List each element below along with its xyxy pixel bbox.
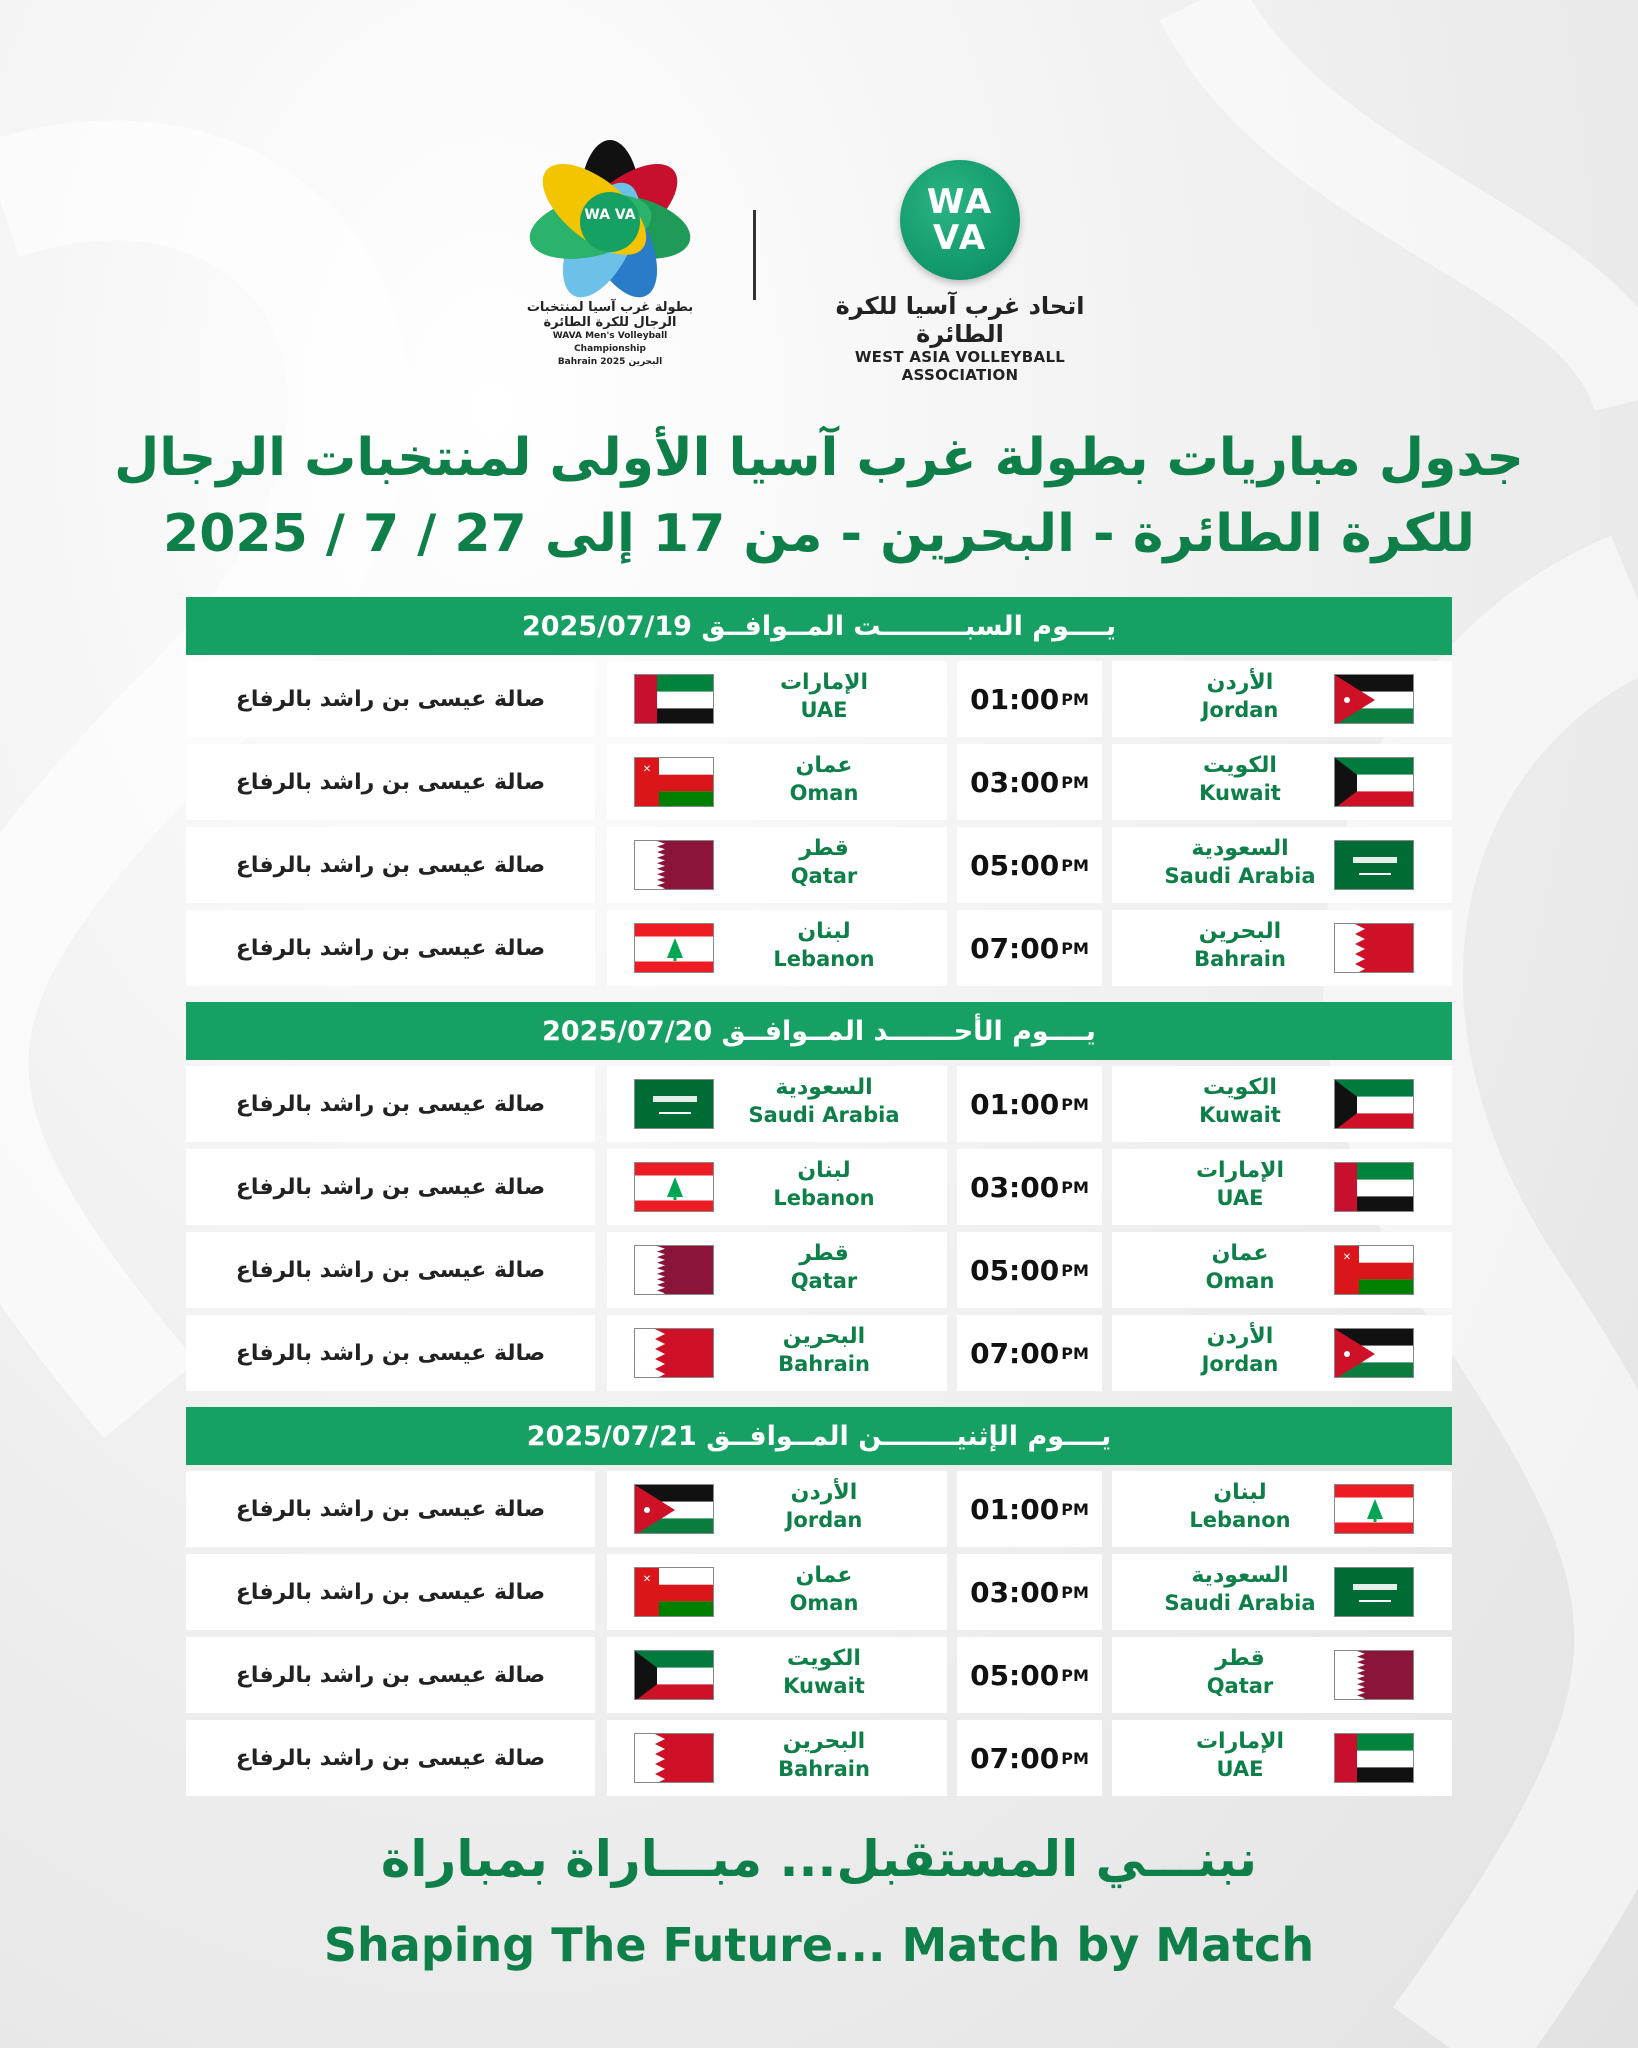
match-time: 01:00 <box>970 1492 1060 1526</box>
team2-name-ar: لبنان <box>797 919 851 944</box>
venue-cell <box>186 661 595 737</box>
svg-text:✕: ✕ <box>642 1574 652 1585</box>
time-cell <box>957 1066 1102 1142</box>
team2-name-en: Saudi Arabia <box>748 1103 900 1127</box>
day-header-label: يــــوم الأحـــــــد المــوافــق 2025/07/20 <box>542 1015 1096 1047</box>
match-ampm: PM <box>1061 1748 1089 1768</box>
time-cell <box>957 1720 1102 1796</box>
match-row <box>186 827 1452 903</box>
team2-name-ar: عمان <box>795 1563 853 1588</box>
team1-cell <box>1112 1637 1452 1713</box>
match-row <box>186 1554 1452 1630</box>
team1-name-en: UAE <box>1216 1186 1264 1210</box>
team2-cell <box>607 744 947 820</box>
team2-cell <box>607 1315 947 1391</box>
venue-label: صالة عيسى بن راشد بالرفاع <box>235 1662 546 1688</box>
association-en-name: WEST ASIA VOLLEYBALL ASSOCIATION <box>854 348 1066 384</box>
team2-name-en: Lebanon <box>773 947 875 971</box>
match-row <box>186 1315 1452 1391</box>
championship-en-name: WAVA Men's Volleyball Championship <box>552 331 668 354</box>
footer-slogan-en: Shaping The Future... Match by Match <box>323 1918 1315 1972</box>
time-cell <box>957 1554 1102 1630</box>
svg-text:✕: ✕ <box>642 764 652 775</box>
team2-name-en: Oman <box>789 1591 859 1615</box>
team2-name-ar: عمان <box>795 753 853 778</box>
team1-name-ar: الأردن <box>1206 1324 1274 1349</box>
venue-label: صالة عيسى بن راشد بالرفاع <box>235 1579 546 1605</box>
team1-name-ar: الإمارات <box>1195 1158 1285 1183</box>
team1-name-en: Oman <box>1205 1269 1275 1293</box>
venue-cell <box>186 910 595 986</box>
match-ampm: PM <box>1061 1582 1089 1602</box>
match-time: 05:00 <box>970 1658 1060 1692</box>
time-cell <box>957 910 1102 986</box>
match-row <box>186 1066 1452 1142</box>
team2-cell <box>607 1066 947 1142</box>
match-time: 07:00 <box>970 1741 1060 1775</box>
team2-name-ar: الأردن <box>790 1480 858 1505</box>
team1-cell <box>1112 661 1452 737</box>
team2-name-en: Bahrain <box>778 1352 870 1376</box>
day-header-label: يــــوم الإثنيــــــــن المــوافــق 2025/07/21 <box>526 1420 1112 1452</box>
team1-name-en: UAE <box>1216 1757 1264 1781</box>
venue-label: صالة عيسى بن راشد بالرفاع <box>235 1091 546 1117</box>
venue-label: صالة عيسى بن راشد بالرفاع <box>235 1257 546 1283</box>
match-time: 01:00 <box>970 1087 1060 1121</box>
team2-cell <box>607 1471 947 1547</box>
kuwait-flag-icon <box>634 1650 714 1700</box>
match-time: 05:00 <box>970 848 1060 882</box>
team2-name-en: Oman <box>789 781 859 805</box>
championship-ar-line2: الرجال للكرة الطائرة <box>543 315 677 330</box>
match-row <box>186 1720 1452 1796</box>
bahrain-flag-icon <box>634 1733 714 1783</box>
venue-label: صالة عيسى بن راشد بالرفاع <box>235 1496 546 1522</box>
time-cell <box>957 1149 1102 1225</box>
qatar-flag-icon <box>634 1245 714 1295</box>
match-row <box>186 744 1452 820</box>
team1-name-ar: الأردن <box>1206 670 1274 695</box>
uae-flag-icon <box>1334 1733 1414 1783</box>
time-cell <box>957 827 1102 903</box>
match-ampm: PM <box>1061 689 1089 709</box>
championship-flower-icon <box>525 140 695 300</box>
header-logos <box>0 140 1638 384</box>
match-time: 05:00 <box>970 1253 1060 1287</box>
match-row <box>186 1149 1452 1225</box>
logo-divider <box>753 210 756 300</box>
team1-name-ar: لبنان <box>1213 1480 1267 1505</box>
jordan-flag-icon <box>634 1484 714 1534</box>
match-ampm: PM <box>1061 855 1089 875</box>
venue-cell <box>186 1554 595 1630</box>
team2-cell <box>607 827 947 903</box>
time-cell <box>957 661 1102 737</box>
match-time: 07:00 <box>970 931 1060 965</box>
uae-flag-icon <box>634 674 714 724</box>
time-cell <box>957 1637 1102 1713</box>
team2-name-en: Bahrain <box>778 1757 870 1781</box>
page-title <box>0 420 1638 572</box>
wava-badge-icon: WA VA <box>900 160 1020 280</box>
team1-name-en: Kuwait <box>1199 781 1281 805</box>
saudi-flag-icon <box>1334 840 1414 890</box>
venue-label: صالة عيسى بن راشد بالرفاع <box>235 686 546 712</box>
team1-name-ar: عمان <box>1211 1241 1269 1266</box>
venue-label: صالة عيسى بن راشد بالرفاع <box>235 1340 546 1366</box>
bahrain-flag-icon <box>634 1328 714 1378</box>
svg-text:✕: ✕ <box>1342 1252 1352 1263</box>
team1-name-en: Lebanon <box>1189 1508 1291 1532</box>
match-ampm: PM <box>1061 772 1089 792</box>
team2-name-en: Lebanon <box>773 1186 875 1210</box>
team2-name-en: Jordan <box>785 1508 863 1532</box>
time-cell <box>957 1232 1102 1308</box>
team1-name-ar: الكويت <box>1203 753 1277 778</box>
association-ar-name: اتحاد غرب آسيا للكرة الطائرة <box>835 292 1085 348</box>
footer-slogan-ar: نبنـــي المستقبل... مبـــاراة بمباراة <box>380 1830 1258 1888</box>
match-row <box>186 910 1452 986</box>
venue-cell <box>186 1720 595 1796</box>
title-line1: جدول مباريات بطولة غرب آسيا الأولى لمنتخبات الرجال <box>114 428 1524 488</box>
team1-name-ar: قطر <box>1215 1646 1265 1671</box>
venue-cell <box>186 1471 595 1547</box>
venue-label: صالة عيسى بن راشد بالرفاع <box>235 1745 546 1771</box>
team1-cell <box>1112 910 1452 986</box>
venue-label: صالة عيسى بن راشد بالرفاع <box>235 935 546 961</box>
lebanon-flag-icon <box>634 923 714 973</box>
team1-name-en: Kuwait <box>1199 1103 1281 1127</box>
association-logo <box>810 160 1110 384</box>
team1-cell <box>1112 1554 1452 1630</box>
oman-flag-icon <box>1334 1245 1414 1295</box>
team2-cell <box>607 1637 947 1713</box>
team2-name-en: Kuwait <box>783 1674 865 1698</box>
team2-cell <box>607 1149 947 1225</box>
team1-name-ar: السعودية <box>1191 1563 1289 1588</box>
match-ampm: PM <box>1061 1177 1089 1197</box>
kuwait-flag-icon <box>1334 1079 1414 1129</box>
venue-cell <box>186 1637 595 1713</box>
venue-cell <box>186 1149 595 1225</box>
lebanon-flag-icon <box>1334 1484 1414 1534</box>
match-time: 03:00 <box>970 1575 1060 1609</box>
team2-name-ar: لبنان <box>797 1158 851 1183</box>
svg-text:WA VA: WA VA <box>584 207 636 223</box>
match-ampm: PM <box>1061 1665 1089 1685</box>
qatar-flag-icon <box>1334 1650 1414 1700</box>
venue-cell <box>186 1066 595 1142</box>
team2-name-ar: البحرين <box>782 1324 866 1349</box>
team2-name-ar: قطر <box>799 836 849 861</box>
time-cell <box>957 1315 1102 1391</box>
day-header <box>186 1002 1452 1060</box>
match-row <box>186 661 1452 737</box>
match-ampm: PM <box>1061 1260 1089 1280</box>
team1-name-ar: السعودية <box>1191 836 1289 861</box>
team1-name-en: Bahrain <box>1194 947 1286 971</box>
bahrain-flag-icon <box>1334 923 1414 973</box>
team1-cell <box>1112 1066 1452 1142</box>
championship-edition: Bahrain 2025 البحرين <box>557 357 663 367</box>
match-ampm: PM <box>1061 938 1089 958</box>
venue-cell <box>186 1232 595 1308</box>
venue-label: صالة عيسى بن راشد بالرفاع <box>235 769 546 795</box>
jordan-flag-icon <box>1334 1328 1414 1378</box>
team2-cell <box>607 910 947 986</box>
time-cell <box>957 1471 1102 1547</box>
lebanon-flag-icon <box>634 1162 714 1212</box>
match-row <box>186 1471 1452 1547</box>
team1-cell <box>1112 827 1452 903</box>
match-time: 03:00 <box>970 1170 1060 1204</box>
venue-cell <box>186 744 595 820</box>
championship-logo <box>520 140 700 370</box>
match-time: 07:00 <box>970 1336 1060 1370</box>
match-ampm: PM <box>1061 1343 1089 1363</box>
team1-cell <box>1112 1315 1452 1391</box>
match-row <box>186 1232 1452 1308</box>
team1-cell <box>1112 744 1452 820</box>
team2-name-ar: البحرين <box>782 1729 866 1754</box>
team1-name-en: Jordan <box>1201 698 1279 722</box>
team2-cell <box>607 661 947 737</box>
team2-name-en: Qatar <box>790 864 858 888</box>
team1-name-en: Saudi Arabia <box>1164 1591 1316 1615</box>
title-line2: للكرة الطائرة - البحرين - من 17 إلى 27 / 7 / 2025 <box>163 504 1475 564</box>
jordan-flag-icon <box>1334 674 1414 724</box>
match-time: 01:00 <box>970 682 1060 716</box>
team2-name-en: UAE <box>800 698 848 722</box>
team1-name-en: Saudi Arabia <box>1164 864 1316 888</box>
team2-cell <box>607 1554 947 1630</box>
venue-label: صالة عيسى بن راشد بالرفاع <box>235 1174 546 1200</box>
qatar-flag-icon <box>634 840 714 890</box>
team1-cell <box>1112 1232 1452 1308</box>
team1-name-ar: البحرين <box>1198 919 1282 944</box>
team2-cell <box>607 1720 947 1796</box>
uae-flag-icon <box>1334 1162 1414 1212</box>
team1-name-ar: الكويت <box>1203 1075 1277 1100</box>
match-ampm: PM <box>1061 1094 1089 1114</box>
team1-cell <box>1112 1720 1452 1796</box>
team1-cell <box>1112 1471 1452 1547</box>
team1-name-ar: الإمارات <box>1195 1729 1285 1754</box>
day-header <box>186 597 1452 655</box>
team2-name-ar: قطر <box>799 1241 849 1266</box>
venue-cell <box>186 1315 595 1391</box>
oman-flag-icon <box>634 757 714 807</box>
championship-ar-line1: بطولة غرب آسيا لمنتخبات <box>526 300 694 315</box>
team1-name-en: Jordan <box>1201 1352 1279 1376</box>
day-header-label: يــــوم السبـــــــــت المــوافــق 2025/07/19 <box>521 610 1117 642</box>
team2-name-ar: الكويت <box>787 1646 861 1671</box>
match-ampm: PM <box>1061 1499 1089 1519</box>
day-header <box>186 1407 1452 1465</box>
team1-cell <box>1112 1149 1452 1225</box>
venue-cell <box>186 827 595 903</box>
match-time: 03:00 <box>970 765 1060 799</box>
team2-name-en: Qatar <box>790 1269 858 1293</box>
saudi-flag-icon <box>634 1079 714 1129</box>
venue-label: صالة عيسى بن راشد بالرفاع <box>235 852 546 878</box>
kuwait-flag-icon <box>1334 757 1414 807</box>
saudi-flag-icon <box>1334 1567 1414 1617</box>
oman-flag-icon <box>634 1567 714 1617</box>
team2-name-ar: السعودية <box>775 1075 873 1100</box>
team2-name-ar: الإمارات <box>779 670 869 695</box>
team1-name-en: Qatar <box>1206 1674 1274 1698</box>
match-row <box>186 1637 1452 1713</box>
team2-cell <box>607 1232 947 1308</box>
time-cell <box>957 744 1102 820</box>
